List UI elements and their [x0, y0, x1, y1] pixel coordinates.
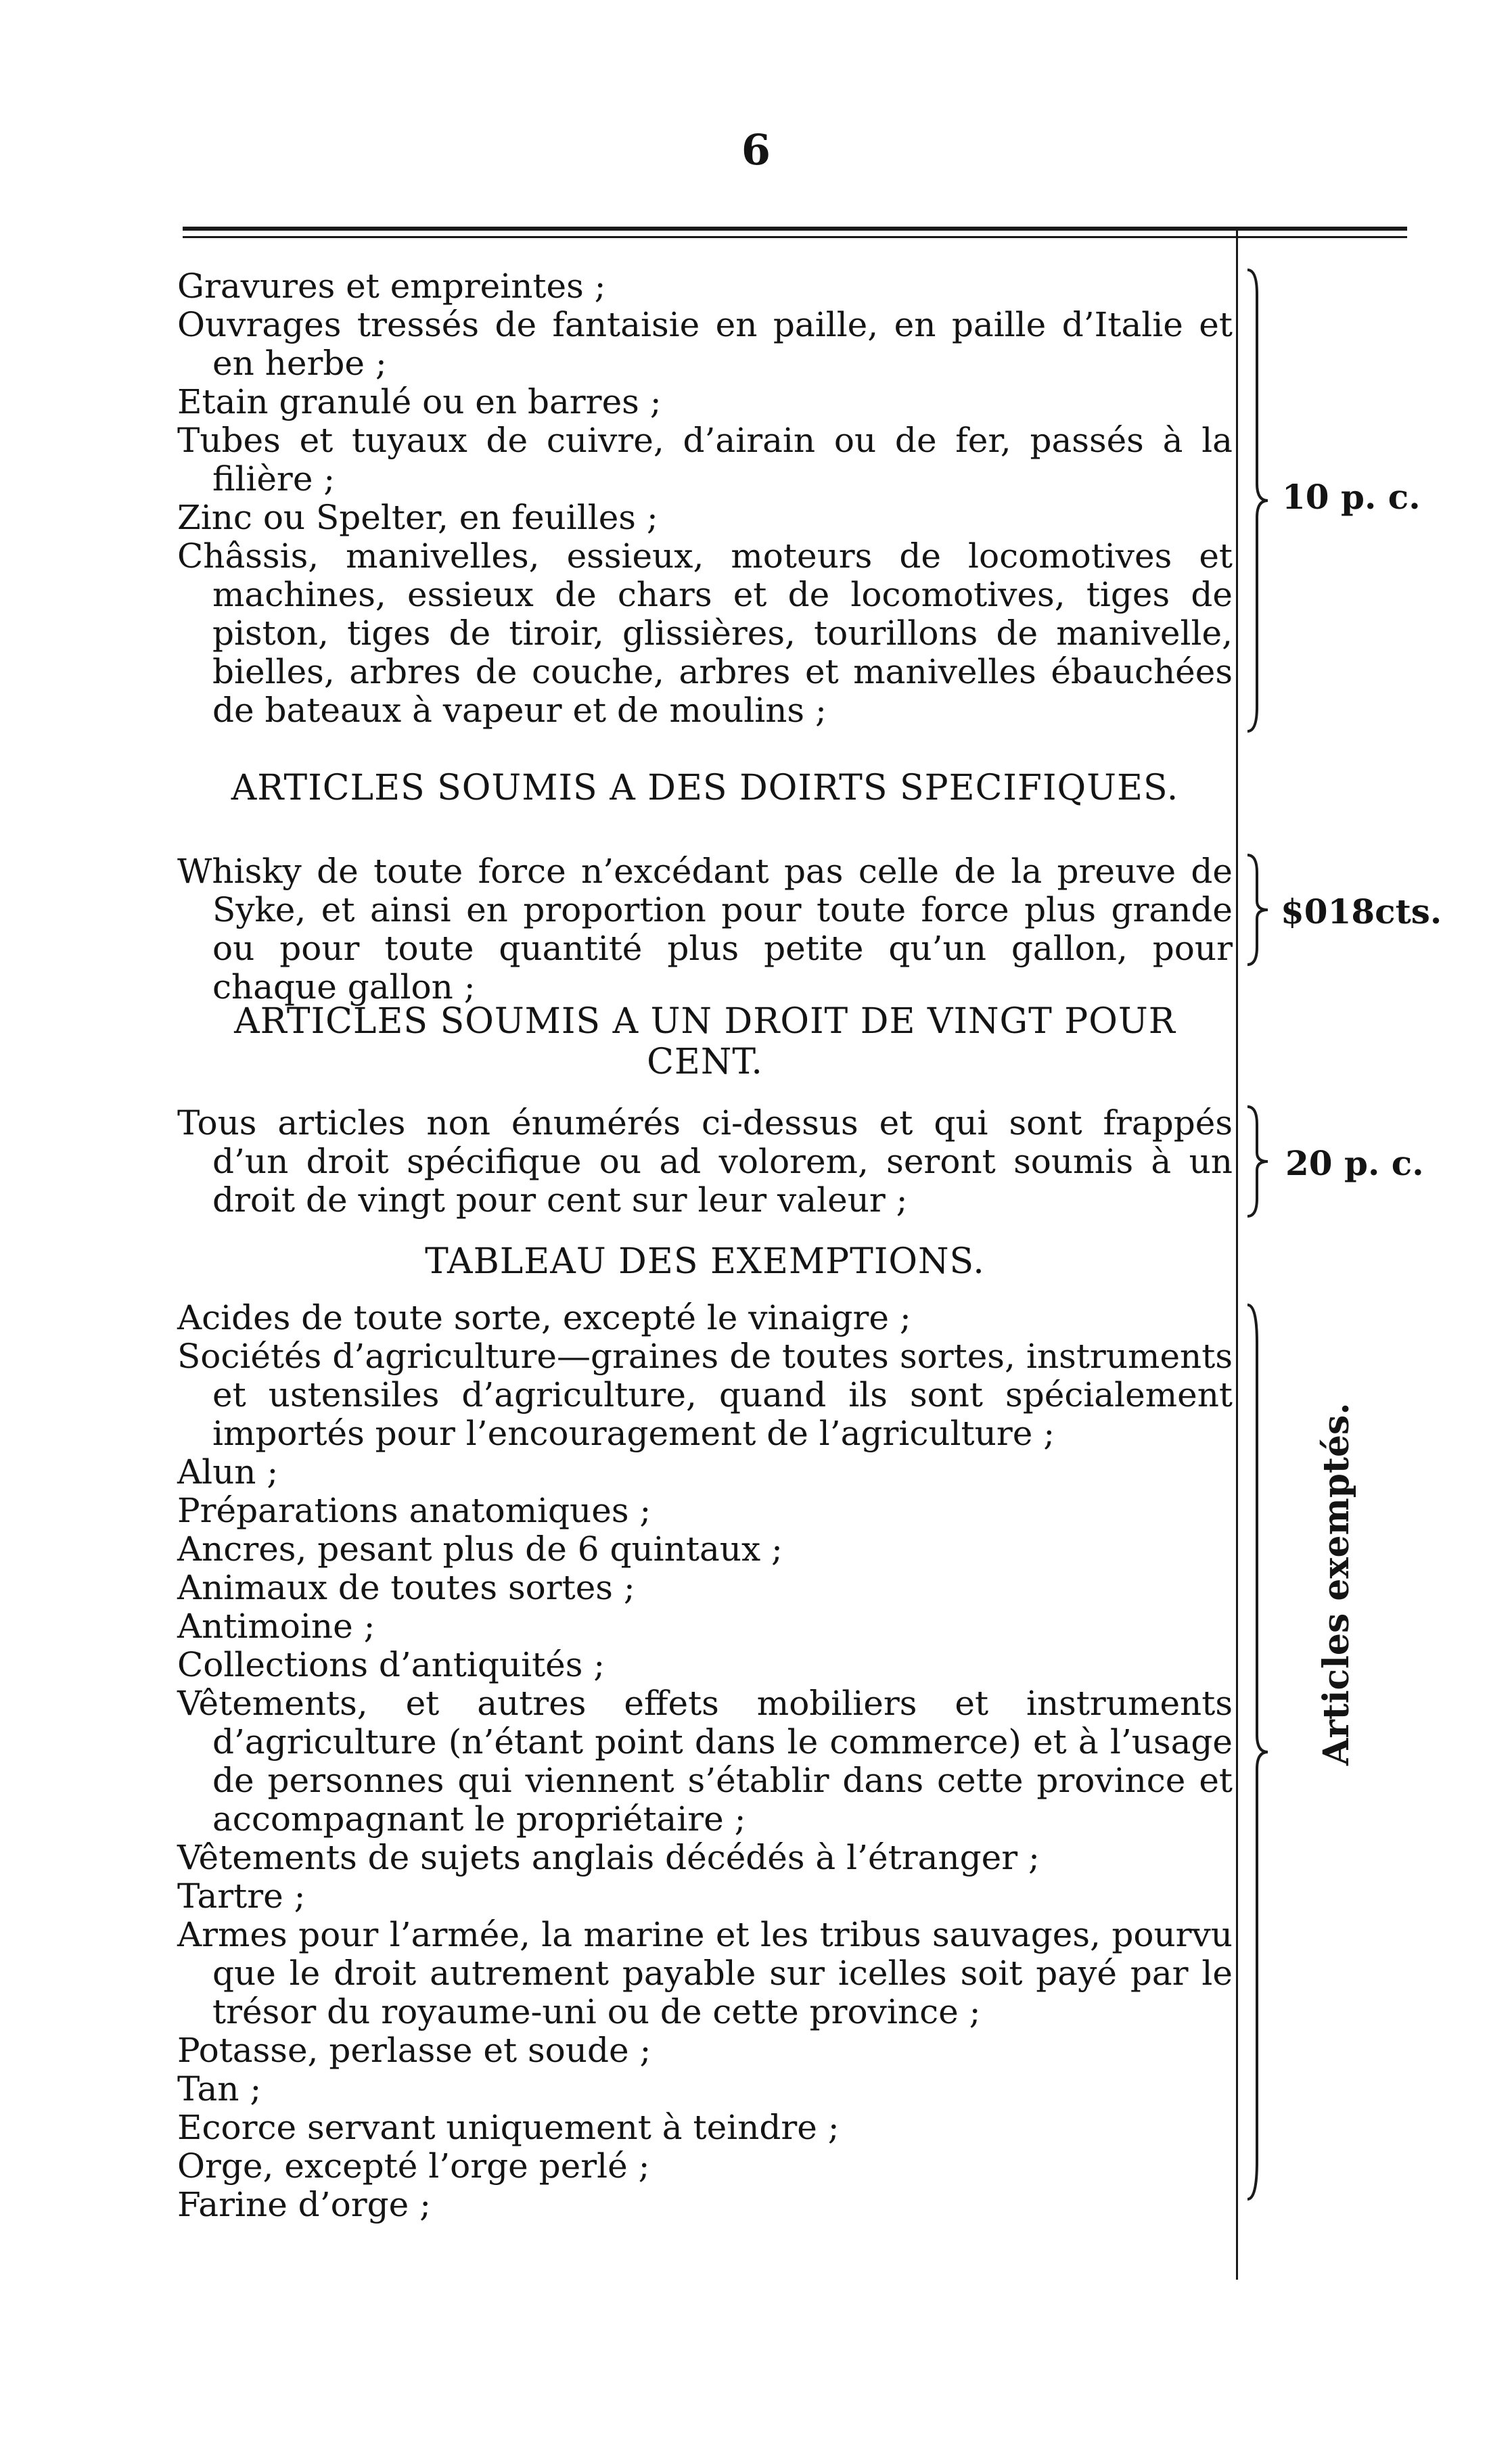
list-item: Gravures et empreintes ; [177, 267, 606, 306]
list-item: Tan ; [177, 2069, 262, 2109]
brace-icon [1245, 1104, 1276, 1219]
list-item: Ouvrages tressés de fantaisie en paille, en paille d’Italie et en herbe ; [177, 305, 1233, 383]
list-item: Tartre ; [177, 1877, 306, 1916]
list-item: Antimoine ; [177, 1607, 375, 1646]
brace-icon [1245, 267, 1276, 734]
brace-icon [1245, 1302, 1276, 2202]
list-item: Tubes et tuyaux de cuivre, d’airain ou de fer, passés à la filière ; [177, 421, 1233, 499]
list-item: Vêtements, et autres effets mobiliers et instruments d’agriculture (n’étant point dans le commerce) et à l’usage de personnes qui viennent s’établir dans cette province et accompagnant le propriétaire ; [177, 1684, 1233, 1839]
list-item: Zinc ou Spelter, en feuilles ; [177, 498, 658, 537]
list-item: Orge, excepté l’orge perlé ; [177, 2146, 650, 2186]
exempted-articles-label [1309, 1402, 1370, 1766]
rate-whisky: $018cts. [1281, 892, 1442, 931]
twenty-percent-list [177, 1104, 1233, 1220]
list-item: Ecorce servant uniquement à teindre ; [177, 2108, 840, 2147]
list-item: Collections d’antiquités ; [177, 1645, 605, 1684]
column-rule [1236, 230, 1238, 2280]
page-number: 6 [741, 125, 771, 175]
list-item: Whisky de toute force n’excédant pas celle de la preuve de Syke, et ainsi en proportion pour toute force plus grande ou pour toute quantité plus petite qu’un gallon, pour chaque gallon ; [177, 852, 1233, 1007]
list-item: Ancres, pesant plus de 6 quintaux ; [177, 1529, 783, 1569]
list-item: Sociétés d’agriculture—graines de toutes sortes, instruments et ustensiles d’agriculture, quand ils sont spécialement importés pour l’encouragement de l’agriculture ; [177, 1337, 1233, 1453]
list-item: Armes pour l’armée, la marine et les tribus sauvages, pourvu que le droit autrement payable sur icelles soit payé par le trésor du royaume-uni ou de cette province ; [177, 1915, 1233, 2031]
list-item: Châssis, manivelles, essieux, moteurs de locomotives et machines, essieux de chars et de locomotives, tiges de piston, tiges de tiroir, glissières, tourillons de manivelle, bielles, arbres de couche, arbres et manivelles ébauchées de bateaux à vapeur et de moulins ; [177, 536, 1233, 730]
rate-ten-percent: 10 p. c. [1282, 477, 1421, 517]
list-item: Vêtements de sujets anglais décédés à l’étranger ; [177, 1838, 1040, 1877]
ten-percent-list [177, 267, 1233, 730]
brace-icon [1245, 852, 1276, 967]
exemptions-list [177, 1299, 1233, 2224]
list-item: Animaux de toutes sortes ; [177, 1568, 635, 1607]
list-item: Etain granulé ou en barres ; [177, 382, 662, 421]
section-heading-specific-duties: ARTICLES SOUMIS A DES DOIRTS SPECIFIQUES. [231, 768, 1179, 808]
list-item: Tous articles non énumérés ci-dessus et qui sont frappés d’un droit spécifique ou ad volorem, seront soumis à un droit de vingt pour cent sur leur valeur ; [177, 1103, 1233, 1220]
specific-duties-list [177, 852, 1233, 1007]
list-item: Alun ; [177, 1452, 279, 1492]
header-rule-thin [183, 236, 1407, 238]
section-heading-exemptions: TABLEAU DES EXEMPTIONS. [425, 1241, 985, 1282]
list-item: Potasse, perlasse et soude ; [177, 2031, 651, 2070]
rate-twenty-percent: 20 p. c. [1285, 1143, 1424, 1183]
header-rule [183, 227, 1407, 231]
exempted-articles-text: Articles exemptés. [1316, 1402, 1357, 1766]
list-item: Acides de toute sorte, excepté le vinaigre ; [177, 1298, 911, 1337]
list-item: Farine d’orge ; [177, 2185, 431, 2224]
list-item: Préparations anatomiques ; [177, 1491, 651, 1530]
section-heading-twenty-percent: ARTICLES SOUMIS A UN DROIT DE VINGT POUR CENT. [234, 1001, 1176, 1082]
